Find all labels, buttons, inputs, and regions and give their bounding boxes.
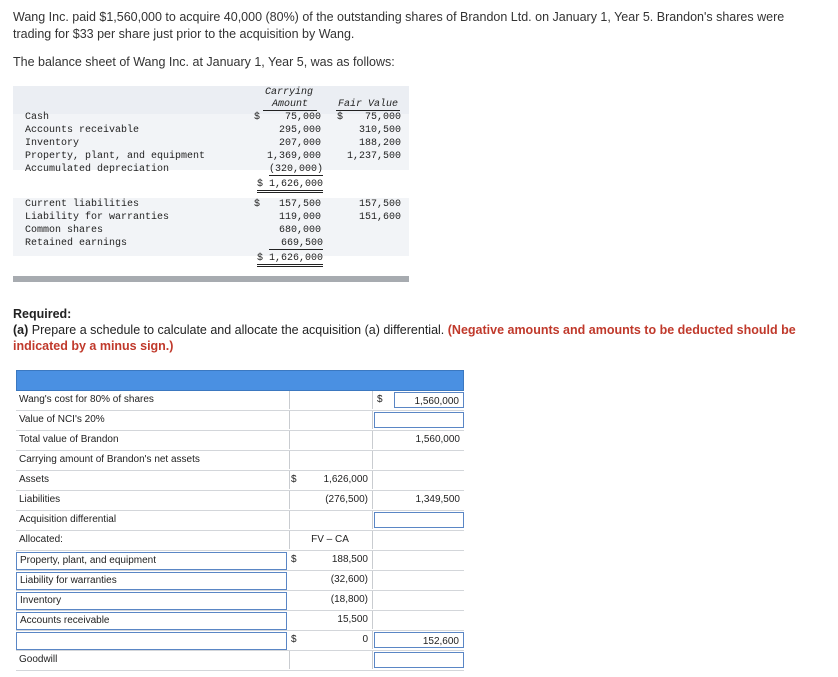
dollar-sign: $ xyxy=(291,474,297,485)
col3-cell[interactable] xyxy=(374,631,464,649)
bs-carrying: 1,369,000 xyxy=(266,151,321,162)
intro-paragraph-2: The balance sheet of Wang Inc. at January 1, Year 5, was as follows: xyxy=(13,55,395,69)
bs-carrying: 295,000 xyxy=(278,125,321,136)
table-row xyxy=(16,591,464,611)
row-label: Allocated: xyxy=(16,531,290,549)
bs-dollar: $ xyxy=(337,112,344,123)
required-text xyxy=(13,322,813,354)
bs-row-label: Accounts receivable xyxy=(25,125,140,136)
bs-dollar: $ xyxy=(254,112,261,123)
col2-cell xyxy=(288,391,373,409)
row-label: Acquisition differential xyxy=(16,511,290,529)
table-row xyxy=(16,651,464,671)
bs-bottom-bar xyxy=(13,276,409,282)
instruction-note: (Negative amounts and amounts to be deducted should be indicated by a minus sign.) xyxy=(13,323,796,353)
table-row xyxy=(16,531,464,551)
computed-value: 1,560,000 xyxy=(415,434,460,445)
answer-input[interactable] xyxy=(374,632,464,648)
col2-cell xyxy=(288,531,373,549)
table-row xyxy=(16,391,464,411)
col3-cell xyxy=(374,571,464,589)
part-label: (a) xyxy=(13,323,29,337)
part-text: Prepare a schedule to calculate and allocate the acquisition (a) differential. xyxy=(28,323,445,337)
bs-fair: 151,600 xyxy=(358,212,401,223)
dollar-sign: $ xyxy=(377,394,383,405)
row-label: Assets xyxy=(16,471,290,489)
col2-cell[interactable] xyxy=(288,631,373,649)
col2-cell xyxy=(288,411,373,429)
row-label: Total value of Brandon xyxy=(16,431,290,449)
bs-row-label: Retained earnings xyxy=(25,238,128,249)
bs-total-liabilities: $ 1,626,000 xyxy=(257,253,323,267)
col3-cell[interactable] xyxy=(374,651,464,669)
bs-row-label: Property, plant, and equipment xyxy=(25,151,206,162)
col3-cell xyxy=(374,591,464,609)
col2-cell[interactable] xyxy=(288,491,373,509)
required-heading: Required: xyxy=(13,307,72,321)
bs-carrying: 157,500 xyxy=(278,199,321,210)
table-row xyxy=(16,491,464,511)
answer-value: (32,600) xyxy=(330,574,368,585)
col2-cell xyxy=(288,511,373,529)
answer-input[interactable] xyxy=(374,652,464,668)
acquisition-schedule xyxy=(16,370,464,671)
schedule-header xyxy=(16,370,464,391)
col2-cell[interactable] xyxy=(288,591,373,609)
col2-cell xyxy=(288,451,373,469)
table-row xyxy=(16,611,464,631)
table-row xyxy=(16,411,464,431)
bs-fair: 157,500 xyxy=(358,199,401,210)
col2-cell[interactable] xyxy=(288,611,373,629)
row-label: Goodwill xyxy=(16,651,290,669)
bs-carrying: 119,000 xyxy=(278,212,321,223)
col3-cell[interactable] xyxy=(374,511,464,529)
dollar-sign: $ xyxy=(291,554,297,565)
bs-row-label: Cash xyxy=(25,112,50,123)
bs-carrying: 680,000 xyxy=(278,225,321,236)
col2-cell[interactable] xyxy=(288,571,373,589)
col2-cell[interactable] xyxy=(288,471,373,489)
col3-cell xyxy=(374,551,464,569)
bs-carrying: 669,500 xyxy=(269,238,323,250)
bs-fair: 75,000 xyxy=(364,112,401,123)
bs-row-label: Common shares xyxy=(25,225,104,236)
col2-cell xyxy=(288,651,373,669)
col3-cell xyxy=(374,471,464,489)
bs-row-label: Current liabilities xyxy=(25,199,140,210)
col3-cell xyxy=(374,611,464,629)
col3-cell xyxy=(374,491,464,509)
bs-row-label: Accumulated depreciation xyxy=(25,164,170,175)
bs-total-assets: $ 1,626,000 xyxy=(257,179,323,193)
table-row xyxy=(16,471,464,491)
bs-carrying: 207,000 xyxy=(278,138,321,149)
computed-value: 1,349,500 xyxy=(415,494,460,505)
table-row xyxy=(16,431,464,451)
col3-cell xyxy=(374,431,464,449)
bs-fair: 310,500 xyxy=(358,125,401,136)
answer-input[interactable] xyxy=(394,392,464,408)
balance-sheet xyxy=(13,86,409,284)
col3-cell xyxy=(374,451,464,469)
bs-col-carrying-2: Amount xyxy=(263,99,317,111)
answer-input[interactable] xyxy=(374,412,464,428)
answer-input[interactable] xyxy=(374,512,464,528)
row-label: Wang's cost for 80% of shares xyxy=(16,391,290,409)
table-row xyxy=(16,511,464,531)
table-row xyxy=(16,451,464,471)
row-label: Carrying amount of Brandon's net assets xyxy=(16,451,290,469)
answer-value: 1,626,000 xyxy=(323,474,368,485)
bs-fair: 1,237,500 xyxy=(346,151,401,162)
answer-value: 152,600 xyxy=(422,636,459,647)
intro-paragraph-1: Wang Inc. paid $1,560,000 to acquire 40,000 (80%) of the outstanding shares of Brandon Ltd. on January 1, Year 5. Brandon's shares were trading for $33 per share just prior to the acquisition by Wang. xyxy=(13,10,785,41)
bs-carrying: 75,000 xyxy=(284,112,321,123)
answer-value: 1,560,000 xyxy=(414,396,459,407)
answer-value: 0 xyxy=(362,634,368,645)
bs-col-fair: Fair Value xyxy=(337,99,398,110)
bs-row-label: Liability for warranties xyxy=(25,212,170,223)
required-section xyxy=(13,306,813,354)
col3-cell xyxy=(374,531,464,549)
col2-cell xyxy=(288,431,373,449)
row-label[interactable]: Inventory xyxy=(16,592,287,610)
row-label[interactable]: Accounts receivable xyxy=(16,612,287,630)
bs-fair: 188,200 xyxy=(358,138,401,149)
row-label[interactable]: Property, plant, and equipment xyxy=(16,552,287,570)
bs-row-label: Inventory xyxy=(25,138,80,149)
problem-intro xyxy=(13,9,813,71)
row-label-input[interactable] xyxy=(16,632,287,650)
row-label: Value of NCI's 20% xyxy=(16,411,290,429)
col2-cell[interactable] xyxy=(288,551,373,569)
table-row xyxy=(16,631,464,651)
answer-value: (276,500) xyxy=(325,494,368,505)
bs-dollar: $ xyxy=(254,199,261,210)
col3-cell[interactable] xyxy=(374,411,464,429)
fv-ca-header: FV – CA xyxy=(311,534,349,545)
col3-cell[interactable] xyxy=(374,391,464,409)
answer-value: (18,800) xyxy=(330,594,368,605)
row-label[interactable]: Liability for warranties xyxy=(16,572,287,590)
bs-carrying: (320,000) xyxy=(269,164,324,175)
answer-value: 188,500 xyxy=(331,554,368,565)
dollar-sign: $ xyxy=(291,634,297,645)
table-row xyxy=(16,571,464,591)
answer-value: 15,500 xyxy=(337,614,368,625)
table-row xyxy=(16,551,464,571)
bs-col-carrying-1: Carrying xyxy=(264,87,313,98)
row-label: Liabilities xyxy=(16,491,290,509)
